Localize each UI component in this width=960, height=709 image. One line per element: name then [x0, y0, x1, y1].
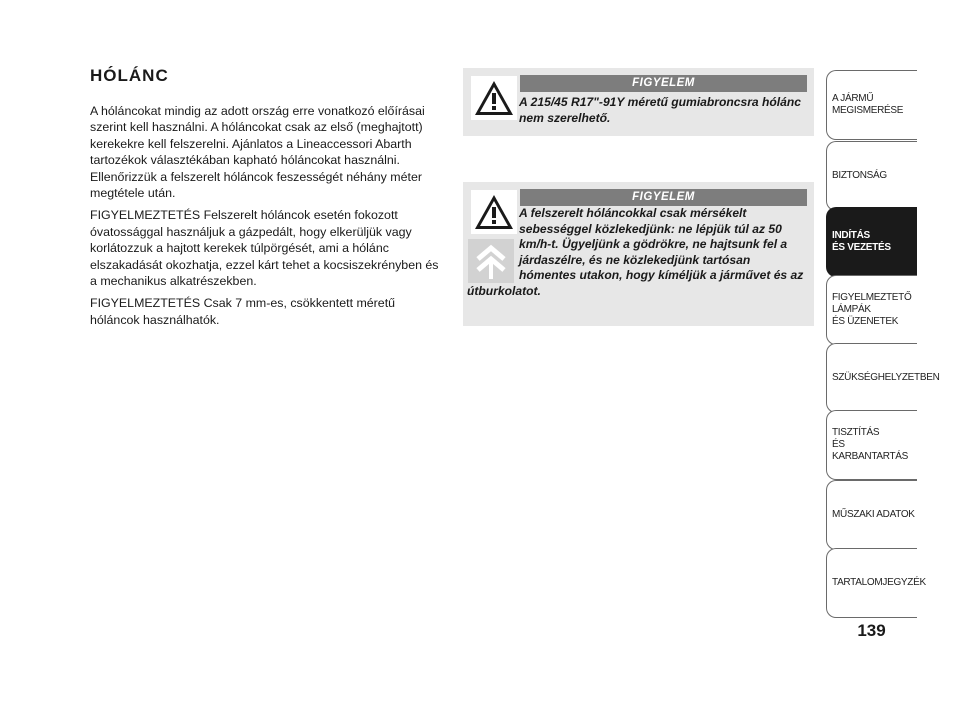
paragraph-warning-size: FIGYELMEZTETÉS Csak 7 mm-es, csökkentett méretű hóláncok használhatók.	[90, 296, 396, 327]
chapter-tab-label: A JÁRMŰ	[832, 93, 874, 104]
warning-box-tire-size	[463, 68, 814, 136]
chapter-tab[interactable]	[826, 141, 917, 211]
warning-heading: FIGYELEM	[520, 75, 807, 92]
chapter-tab[interactable]	[826, 480, 917, 550]
warning-triangle-icon	[471, 76, 517, 120]
chapter-tab[interactable]	[826, 410, 917, 480]
chapter-tab-label: LÁMPÁK	[832, 304, 871, 315]
page-number: 139	[857, 621, 886, 640]
warning-text: A 215/45 R17"-91Y méretű gumiabroncsra hólánc nem szerelhető.	[519, 95, 801, 125]
chapter-tab-label: SZÜKSÉGHELYZETBEN	[832, 372, 940, 383]
chapter-tab[interactable]	[826, 70, 917, 140]
chapter-tab-label: TISZTÍTÁS	[832, 427, 880, 438]
section-body	[90, 103, 442, 334]
chapter-tab-label: MŰSZAKI ADATOK	[832, 509, 915, 520]
warning-text: A felszerelt hóláncokkal csak mérsékelt sebességgel közlekedjünk: ne lépjük túl az 50 km/h-t. Ügyeljünk a gödrökre, ne hajtsunk fel a járdaszélre, és ne közlekedjünk tartósan hómentes utakon, hogy kíméljük a járművet és az útburkolatot.	[467, 206, 804, 298]
warning-box-speed	[463, 182, 814, 326]
chapter-tab-label: ÉS KARBANTARTÁS	[832, 439, 909, 462]
chapter-tab-label: ÉS ÜZENETEK	[832, 316, 899, 327]
chapter-tab[interactable]	[826, 275, 917, 345]
chapter-tab-label: BIZTONSÁG	[832, 170, 887, 181]
icon-spacer	[467, 206, 519, 281]
chapter-tab[interactable]	[826, 548, 926, 618]
chapter-tab-label: INDÍTÁS	[832, 230, 870, 241]
chapter-tab-label: FIGYELMEZTETŐ	[832, 292, 912, 303]
chapter-tab-label: MEGISMERÉSE	[832, 105, 904, 116]
warning-text-wrap	[467, 206, 807, 299]
warning-heading: FIGYELEM	[520, 189, 807, 206]
section-title: HÓLÁNC	[90, 66, 169, 85]
chapter-tab-label: TARTALOMJEGYZÉK	[832, 577, 926, 588]
paragraph-warning-throttle: FIGYELMEZTETÉS Felszerelt hóláncok esetén fokozott óvatossággal használjuk a gázpedált, hogy elkerüljük vagy korlátozzuk a hajtott kerekek túlpörgését, ami a hólánc elszakadását okozhatja, ezzel kárt tehet a kocsiszekrényben és a mechanikus alkatrészekben.	[90, 208, 439, 289]
paragraph-intro: A hóláncokat mindig az adott ország erre vonatkozó előírásai szerint kell használni. A hóláncokat csak az első (meghajtott) kerekekre kell felszerelni. Ajánlatos a Lineaccessori Abarth tartozékok választékában kapható hóláncokat használni. Ellenőrizzük a felszerelt hóláncok feszességét néhány méter megtétele után.	[90, 104, 425, 201]
chapter-tab[interactable]	[826, 207, 917, 277]
chapter-tab[interactable]	[826, 343, 940, 413]
chapter-tab-label: ÉS VEZETÉS	[832, 242, 891, 253]
